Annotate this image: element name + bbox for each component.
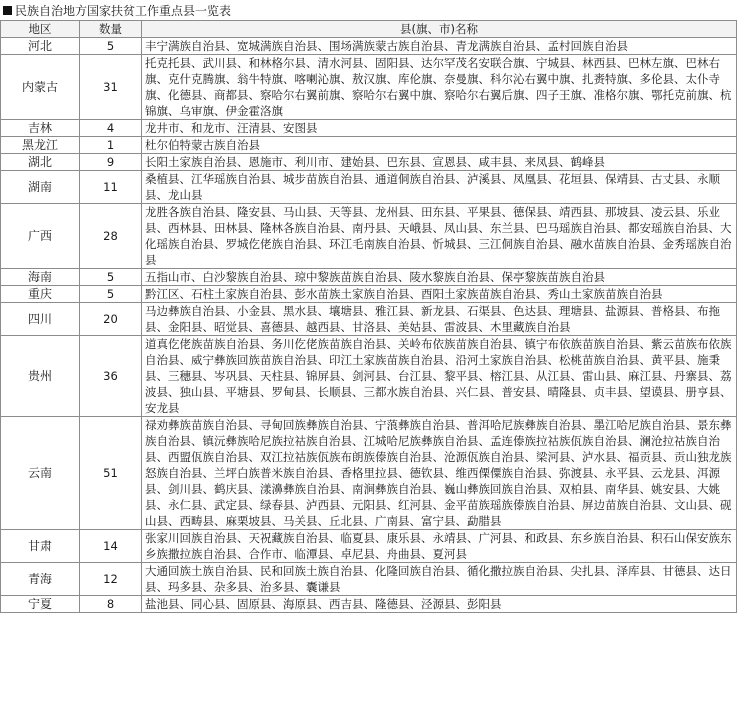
region-cell: 内蒙古 <box>1 55 80 120</box>
names-cell: 张家川回族自治县、天祝藏族自治县、临夏县、康乐县、永靖县、广河县、和政县、东乡族自治县、积石山保安族东乡族撒拉族自治县、合作市、临潭县、卓尼县、舟曲县、夏河县 <box>142 530 737 563</box>
table-row <box>1 120 737 137</box>
names-cell: 大通回族土族自治县、民和回族土族自治县、化隆回族自治县、循化撒拉族自治县、尖扎县、泽库县、甘德县、达日县、玛多县、杂多县、治多县、囊谦县 <box>142 563 737 596</box>
header-names: 县(旗、市)名称 <box>142 21 737 38</box>
count-cell: 8 <box>80 596 142 613</box>
region-cell: 海南 <box>1 269 80 286</box>
table-row <box>1 530 737 563</box>
region-cell: 甘肃 <box>1 530 80 563</box>
table-row <box>1 38 737 55</box>
count-cell: 12 <box>80 563 142 596</box>
table-row <box>1 171 737 204</box>
table-title: 民族自治地方国家扶贫工作重点县一览表 <box>15 3 232 18</box>
table-row <box>1 596 737 613</box>
table-row <box>1 336 737 417</box>
table-row <box>1 286 737 303</box>
table-row <box>1 303 737 336</box>
count-cell: 14 <box>80 530 142 563</box>
count-cell: 5 <box>80 38 142 55</box>
count-cell: 36 <box>80 336 142 417</box>
names-cell: 黔江区、石柱土家族自治县、彭水苗族土家族自治县、酉阳土家族苗族自治县、秀山土家族苗族自治县 <box>142 286 737 303</box>
table-row <box>1 269 737 286</box>
square-bullet-icon <box>3 6 12 15</box>
table-row <box>1 204 737 269</box>
header-region: 地区 <box>1 21 80 38</box>
table-row <box>1 154 737 171</box>
region-cell: 宁夏 <box>1 596 80 613</box>
table-row <box>1 55 737 120</box>
region-cell: 广西 <box>1 204 80 269</box>
names-cell: 龙胜各族自治县、隆安县、马山县、天等县、龙州县、田东县、平果县、德保县、靖西县、那坡县、凌云县、乐业县、西林县、田林县、隆林各族自治县、南丹县、天峨县、凤山县、东兰县、巴马瑶族自治县、都安瑶族自治县、大化瑶族自治县、罗城仡佬族自治县、环江毛南族自治县、忻城县、三江侗族自治县、融水苗族自治县、金秀瑶族自治县 <box>142 204 737 269</box>
header-count: 数量 <box>80 21 142 38</box>
poverty-county-table <box>0 20 737 613</box>
region-cell: 青海 <box>1 563 80 596</box>
region-cell: 云南 <box>1 417 80 530</box>
region-cell: 吉林 <box>1 120 80 137</box>
region-cell: 湖南 <box>1 171 80 204</box>
names-cell: 道真仡佬族苗族自治县、务川仡佬族苗族自治县、关岭布依族苗族自治县、镇宁布依族苗族自治县、紫云苗族布依族自治县、威宁彝族回族苗族自治县、印江土家族苗族自治县、沿河土家族自治县、松桃苗族自治县、黄平县、施秉县、三穗县、岑巩县、天柱县、锦屏县、剑河县、台江县、黎平县、榕江县、从江县、雷山县、麻江县、丹寨县、荔波县、独山县、平塘县、罗甸县、长顺县、三都水族自治县、兴仁县、普安县、晴隆县、贞丰县、望谟县、册亨县、安龙县 <box>142 336 737 417</box>
names-cell: 杜尔伯特蒙古族自治县 <box>142 137 737 154</box>
count-cell: 11 <box>80 171 142 204</box>
table-header-row <box>1 21 737 38</box>
count-cell: 9 <box>80 154 142 171</box>
names-cell: 丰宁满族自治县、宽城满族自治县、围场满族蒙古族自治县、青龙满族自治县、孟村回族自治县 <box>142 38 737 55</box>
count-cell: 51 <box>80 417 142 530</box>
names-cell: 托克托县、武川县、和林格尔县、清水河县、固阳县、达尔罕茂名安联合旗、宁城县、林西县、巴林左旗、巴林右旗、克什克腾旗、翁牛特旗、喀喇沁旗、敖汉旗、库伦旗、奈曼旗、科尔沁右翼中旗、扎赉特旗、多伦县、太仆寺旗、化德县、商都县、察哈尔右翼前旗、察哈尔右翼中旗、察哈尔右翼后旗、四子王旗、准格尔旗、鄂托克前旗、杭锦旗、乌审旗、伊金霍洛旗 <box>142 55 737 120</box>
names-cell: 桑植县、江华瑶族自治县、城步苗族自治县、通道侗族自治县、泸溪县、凤凰县、花垣县、保靖县、古丈县、永顺县、龙山县 <box>142 171 737 204</box>
region-cell: 河北 <box>1 38 80 55</box>
region-cell: 黑龙江 <box>1 137 80 154</box>
names-cell: 长阳土家族自治县、恩施市、利川市、建始县、巴东县、宣恩县、咸丰县、来凤县、鹤峰县 <box>142 154 737 171</box>
names-cell: 马边彝族自治县、小金县、黑水县、壤塘县、雅江县、新龙县、石渠县、色达县、理塘县、盐源县、普格县、布拖县、金阳县、昭觉县、喜德县、越西县、甘洛县、美姑县、雷波县、木里藏族自治县 <box>142 303 737 336</box>
count-cell: 20 <box>80 303 142 336</box>
table-row <box>1 137 737 154</box>
region-cell: 重庆 <box>1 286 80 303</box>
region-cell: 湖北 <box>1 154 80 171</box>
count-cell: 28 <box>80 204 142 269</box>
count-cell: 1 <box>80 137 142 154</box>
title-bar <box>0 0 738 20</box>
table-row <box>1 563 737 596</box>
names-cell: 五指山市、白沙黎族自治县、琼中黎族苗族自治县、陵水黎族自治县、保亭黎族苗族自治县 <box>142 269 737 286</box>
count-cell: 5 <box>80 269 142 286</box>
region-cell: 贵州 <box>1 336 80 417</box>
table-row <box>1 417 737 530</box>
names-cell: 盐池县、同心县、固原县、海原县、西吉县、隆德县、泾源县、彭阳县 <box>142 596 737 613</box>
count-cell: 5 <box>80 286 142 303</box>
region-cell: 四川 <box>1 303 80 336</box>
names-cell: 龙井市、和龙市、汪清县、安图县 <box>142 120 737 137</box>
count-cell: 31 <box>80 55 142 120</box>
names-cell: 禄劝彝族苗族自治县、寻甸回族彝族自治县、宁蒗彝族自治县、普洱哈尼族彝族自治县、墨江哈尼族自治县、景东彝族自治县、镇沅彝族哈尼族拉祜族自治县、江城哈尼族彝族自治县、孟连傣族拉祜族佤族自治县、澜沧拉祜族自治县、西盟佤族自治县、双江拉祜族佤族布朗族傣族自治县、沧源佤族自治县、梁河县、泸水县、福贡县、贡山独龙族怒族自治县、兰坪白族普米族自治县、香格里拉县、德钦县、维西傈僳族自治县、弥渡县、永平县、云龙县、洱源县、剑川县、鹤庆县、漾濞彝族自治县、南涧彝族自治县、巍山彝族回族自治县、双柏县、南华县、姚安县、大姚县、永仁县、武定县、绿春县、泸西县、元阳县、红河县、金平苗族瑶族傣族自治县、屏边苗族自治县、文山县、砚山县、西畴县、麻栗坡县、马关县、丘北县、广南县、富宁县、勐腊县 <box>142 417 737 530</box>
count-cell: 4 <box>80 120 142 137</box>
